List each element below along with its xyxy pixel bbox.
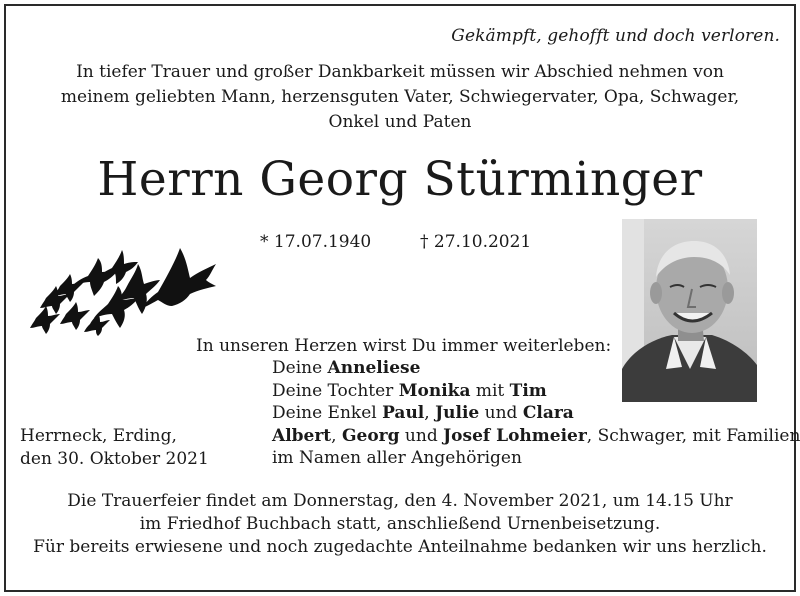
intro-text	[0, 60, 800, 135]
mourner-line: im Namen aller Angehörigen	[272, 448, 522, 469]
motto: Gekämpft, gehofft und doch verloren.	[451, 26, 780, 46]
hearts-line: In unseren Herzen wirst Du immer weiterleben:	[196, 336, 612, 356]
deceased-name: Herrn Georg Stürminger	[97, 152, 703, 207]
mourner-name: Clara	[522, 403, 574, 424]
intro-line: In tiefer Trauer und großer Dankbarkeit müssen wir Abschied nehmen von	[76, 62, 724, 82]
footer-line: Für bereits erwiesene und noch zugedachte Anteilnahme bedanken wir uns herzlich.	[33, 537, 767, 557]
birth-date: * 17.07.1940	[260, 232, 372, 252]
flock-of-birds-icon	[30, 240, 225, 340]
death-date: † 27.10.2021	[420, 232, 532, 252]
mourner-line: Deine Enkel Paul, Julie und Clara	[272, 403, 574, 424]
footer-line: im Friedhof Buchbach statt, anschließend Urnenbeisetzung.	[139, 514, 661, 534]
funeral-info	[0, 490, 800, 559]
mourner-name: Tim	[509, 380, 547, 401]
footer-line: Die Trauerfeier findet am Donnerstag, den 4. November 2021, um 14.15 Uhr	[67, 491, 733, 511]
mourners-list	[272, 357, 800, 470]
mourner-name: Albert	[272, 425, 332, 446]
mourner-name: Georg	[341, 425, 400, 446]
mourner-line: Deine Anneliese	[272, 358, 421, 378]
mourner-name: Monika	[398, 380, 471, 401]
place-line: Herrneck, Erding,	[20, 426, 177, 446]
intro-line: Onkel und Paten	[328, 112, 472, 132]
mourner-name: Paul	[382, 403, 425, 424]
mourner-name: Julie	[435, 403, 480, 424]
date-line: den 30. Oktober 2021	[20, 448, 209, 469]
mourner-name: Josef Lohmeier	[443, 425, 587, 446]
mourner-line: Deine Tochter Monika mit Tim	[272, 380, 547, 401]
mourner-line: Albert, Georg und Josef Lohmeier, Schwager, mit Familien	[272, 425, 800, 446]
place-and-date	[20, 425, 209, 470]
intro-line: meinem geliebten Mann, herzensguten Vater, Schwiegervater, Opa, Schwager,	[60, 87, 740, 107]
mourner-name: Anneliese	[327, 358, 421, 378]
